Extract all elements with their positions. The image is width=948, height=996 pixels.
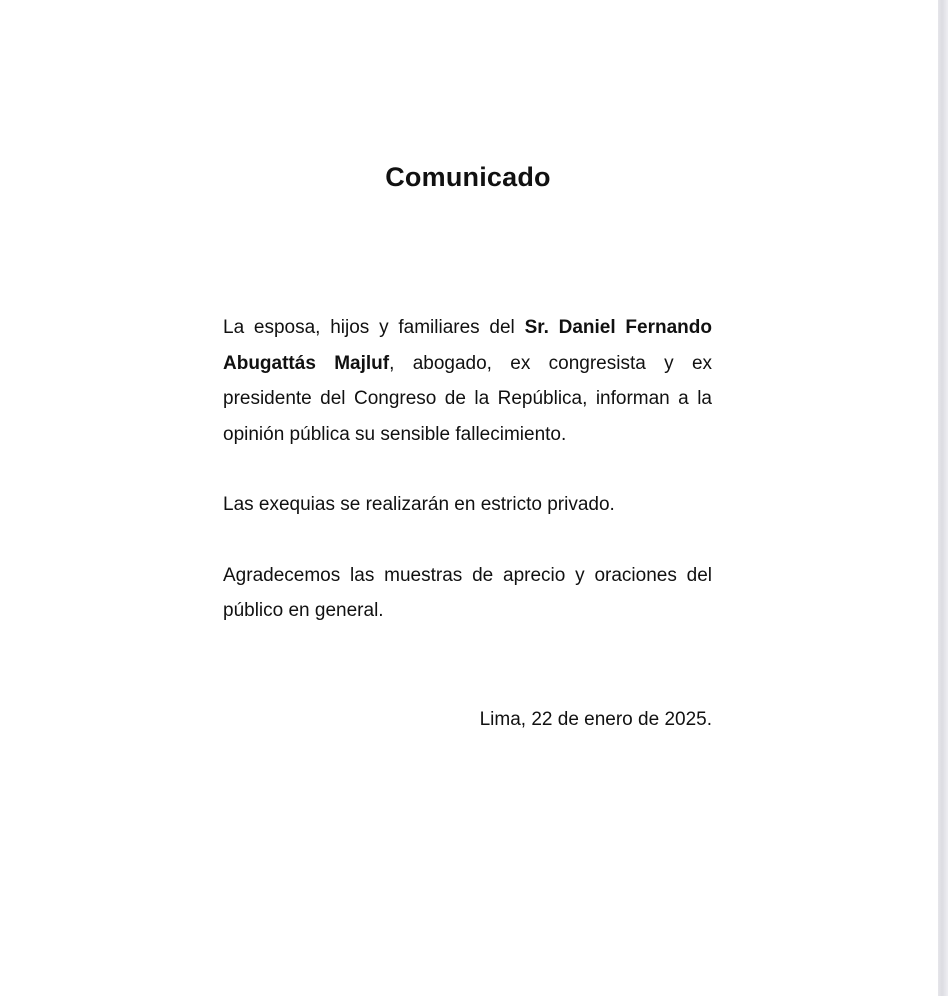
- paragraph-thanks: Agradecemos las muestras de aprecio y oraciones del público en general.: [223, 564, 712, 621]
- document-title: Comunicado: [385, 162, 551, 192]
- announcement-intro: La esposa, hijos y familiares del: [223, 317, 525, 338]
- paragraph-announcement: [223, 310, 712, 452]
- page-edge-shadow: [938, 0, 948, 996]
- deceased-name: Sr. Daniel Fernando Abugattás Majluf: [223, 317, 712, 374]
- document-body: [223, 310, 712, 629]
- announcement-details: , abogado, ex congresista y ex presidente del Congreso de la República, informan a la opinión pública su sensible fallecimiento.: [223, 352, 713, 445]
- paragraph-funeral: Las exequias se realizarán en estricto privado.: [223, 494, 615, 515]
- date-line: Lima, 22 de enero de 2025.: [479, 709, 712, 730]
